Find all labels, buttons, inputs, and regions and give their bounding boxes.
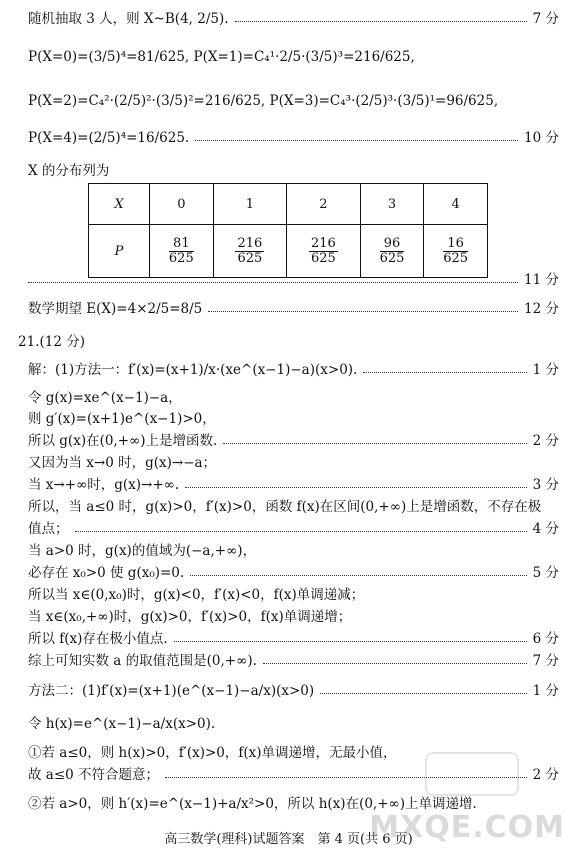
line-text: 故 a≤0 不符合题意； bbox=[28, 767, 160, 783]
answer-line bbox=[18, 584, 559, 606]
line-text: P(X=0)=(3/5)⁴=81/625, P(X=1)=C₄¹·2/5·(3/5)³=216/625, bbox=[28, 49, 415, 65]
answer-line bbox=[18, 518, 559, 540]
line-text: 随机抽取 3 人，则 X~B(4, 2/5). bbox=[28, 11, 229, 27]
answer-line bbox=[18, 90, 559, 112]
score-label: 5 分 bbox=[532, 565, 559, 581]
answer-line bbox=[18, 650, 559, 672]
answer-line bbox=[18, 359, 559, 381]
score-label: 7 分 bbox=[532, 11, 559, 27]
answer-line bbox=[18, 540, 559, 562]
score-label: 2 分 bbox=[532, 433, 559, 449]
line-text: 所以 f(x)存在极小值点. bbox=[28, 631, 168, 647]
line-text: P(X=4)=(2/5)⁴=16/625. bbox=[28, 130, 190, 146]
line-text: 令 h(x)=e^(x−1)−a/x(x>0). bbox=[28, 716, 216, 732]
answer-line bbox=[8, 331, 559, 353]
answer-line bbox=[18, 46, 559, 68]
answer-line bbox=[18, 160, 559, 182]
table-row bbox=[89, 184, 488, 225]
score-label: 6 分 bbox=[532, 631, 559, 647]
line-text: 必存在 x₀>0 使 g(x₀)=0. bbox=[28, 565, 185, 581]
table-cell bbox=[424, 225, 488, 278]
line-text: 又因为当 x→0 时，g(x)→−a； bbox=[28, 455, 217, 471]
line-text: 值点； bbox=[28, 521, 69, 537]
score-label: 3 分 bbox=[532, 477, 559, 493]
score-label: 2 分 bbox=[532, 767, 559, 783]
dot-leader bbox=[190, 575, 527, 576]
dot-leader bbox=[174, 641, 527, 642]
answer-line bbox=[18, 127, 559, 149]
answer-line bbox=[18, 8, 559, 30]
answer-line bbox=[18, 562, 559, 584]
score-label: 10 分 bbox=[524, 130, 559, 146]
answer-line bbox=[18, 680, 559, 702]
dot-leader bbox=[235, 21, 527, 22]
line-text: X 的分布列为 bbox=[28, 163, 110, 179]
dot-leader bbox=[208, 311, 518, 312]
score-label: 1 分 bbox=[532, 362, 559, 378]
score-label: 4 分 bbox=[532, 521, 559, 537]
table-cell bbox=[287, 225, 361, 278]
line-text: 所以当 x∈(0,x₀)时，g(x)<0，f′(x)<0，f(x)单调递减； bbox=[28, 587, 365, 603]
answer-line bbox=[18, 474, 559, 496]
line-text: 方法二：(1)f′(x)=(x+1)(e^(x−1)−a/x)(x>0) bbox=[28, 683, 315, 699]
table-cell bbox=[150, 225, 214, 278]
line-text: 数学期望 E(X)=4×2/5=8/5 bbox=[28, 301, 203, 317]
answer-line bbox=[18, 452, 559, 474]
score-label: 1 分 bbox=[532, 683, 559, 699]
dot-leader bbox=[320, 693, 527, 694]
answer-line bbox=[18, 408, 559, 430]
answer-line bbox=[18, 628, 559, 650]
line-text: 21.(12 分) bbox=[18, 334, 85, 350]
line-text: 所以 g(x)在(0,+∞)上是增函数. bbox=[28, 433, 218, 449]
line-text: 综上可知实数 a 的取值范围是(0,+∞). bbox=[28, 653, 257, 669]
answer-line bbox=[18, 496, 559, 518]
line-text: 令 g(x)=xe^(x−1)−a， bbox=[28, 390, 182, 406]
dot-leader bbox=[363, 372, 527, 373]
table-cell bbox=[213, 225, 287, 278]
fraction: $\frac{96}{625}$ bbox=[379, 235, 405, 266]
table-header-p: P bbox=[89, 225, 150, 278]
answer-line bbox=[18, 713, 559, 735]
score-label: 7 分 bbox=[532, 653, 559, 669]
watermark-stamp bbox=[425, 752, 519, 796]
table-header-x: X bbox=[89, 184, 150, 225]
dot-leader bbox=[75, 531, 527, 532]
score-label: 12 分 bbox=[524, 301, 559, 317]
score-label: 11 分 bbox=[524, 272, 559, 288]
line-text: P(X=2)=C₄²·(2/5)²·(3/5)²=216/625, P(X=3)=C₄³·(2/5)³·(3/5)¹=96/625, bbox=[28, 93, 499, 109]
dot-leader bbox=[185, 487, 527, 488]
page-footer: 高三数学(理科)试题答案 第 4 页(共 6 页) bbox=[164, 832, 413, 847]
answer-line bbox=[18, 298, 559, 320]
fraction: $\frac{216}{625}$ bbox=[237, 235, 263, 266]
table-cell: 4 bbox=[424, 184, 488, 225]
table-cell bbox=[360, 225, 424, 278]
watermark-logo: MXQE.COM bbox=[369, 810, 565, 845]
distribution-table bbox=[88, 183, 488, 278]
answer-line bbox=[18, 606, 559, 628]
answer-line bbox=[18, 430, 559, 452]
fraction: $\frac{16}{625}$ bbox=[443, 235, 469, 266]
line-text: 当 a>0 时，g(x)的值域为(−a,+∞)， bbox=[28, 543, 257, 559]
line-text: ②若 a>0，则 h′(x)=e^(x−1)+a/x²>0，所以 h(x)在(0,+∞)上单调递增. bbox=[28, 796, 477, 812]
table-cell: 2 bbox=[287, 184, 361, 225]
answer-line bbox=[18, 387, 559, 409]
line-text: 当 x∈(x₀,+∞)时，g(x)>0，f′(x)>0，f(x)单调递增； bbox=[28, 609, 352, 625]
line-text: 解：(1)方法一：f′(x)=(x+1)/x·(xe^(x−1)−a)(x>0). bbox=[28, 362, 358, 378]
dot-leader bbox=[223, 443, 527, 444]
line-text: 所以，当 a≤0 时，g(x)>0，f′(x)>0，函数 f(x)在区间(0,+∞)上是增函数，不存在极 bbox=[28, 499, 542, 515]
table-cell: 3 bbox=[360, 184, 424, 225]
line-text: ①若 a≤0，则 h(x)>0，f′(x)>0，f(x)单调递增，无最小值， bbox=[28, 745, 397, 761]
dot-leader bbox=[263, 663, 527, 664]
fraction: $\frac{81}{625}$ bbox=[168, 235, 194, 266]
dot-leader bbox=[195, 140, 518, 141]
dot-leader bbox=[28, 282, 518, 283]
fraction: $\frac{216}{625}$ bbox=[310, 235, 336, 266]
table-cell: 1 bbox=[213, 184, 287, 225]
line-text: 则 g′(x)=(x+1)e^(x−1)>0， bbox=[28, 411, 216, 427]
line-text: 当 x→+∞时，g(x)→+∞. bbox=[28, 477, 180, 493]
table-cell: 0 bbox=[150, 184, 214, 225]
table-row bbox=[89, 225, 488, 278]
